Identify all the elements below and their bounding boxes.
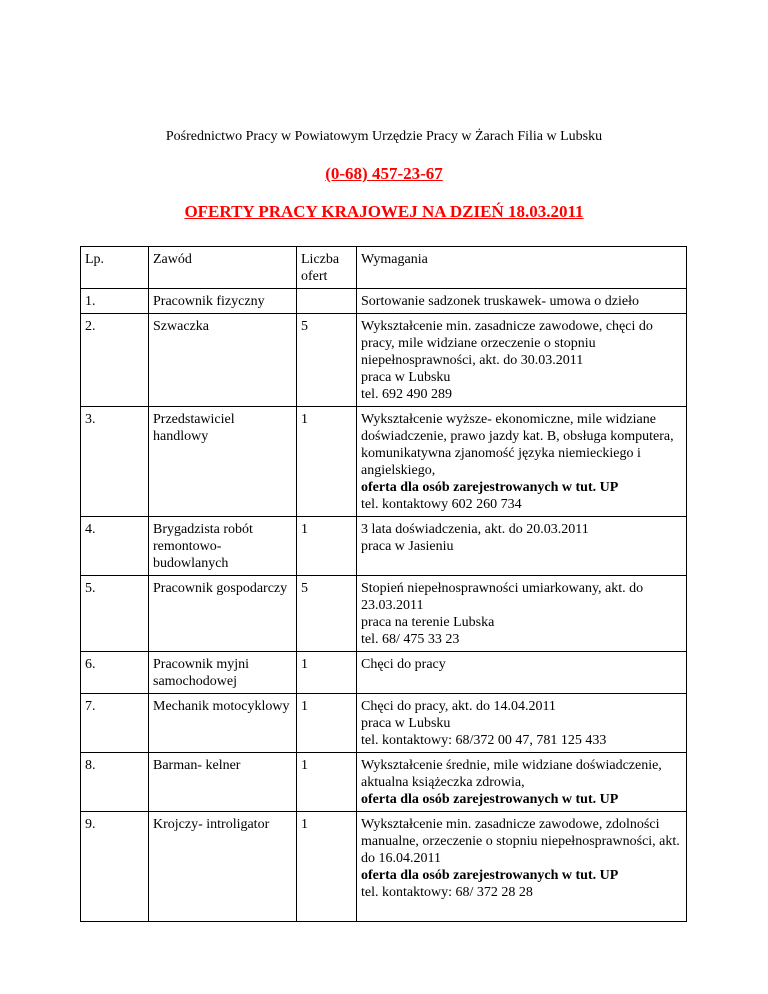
requirement-line: tel. kontaktowy: 68/372 00 47, 781 125 433 [361,733,607,748]
registered-only-note: oferta dla osób zarejestrowanych w tut. UP [361,480,619,495]
job-title: Mechanik motocyklowy [149,694,297,753]
row-number: 4. [81,517,149,576]
requirement-line: Stopień niepełnosprawności umiarkowany, akt. do 23.03.2011 [361,581,644,613]
column-header-count [297,247,357,289]
row-number: 2. [81,314,149,407]
table-row [81,407,687,517]
row-number: 7. [81,694,149,753]
table-header-row [81,247,687,289]
requirement-line: praca w Lubsku [361,716,451,731]
requirement-line: 3 lata doświadczenia, akt. do 20.03.2011 [361,522,589,537]
offer-count: 1 [297,694,357,753]
job-title: Krojczy- introligator [149,812,297,922]
office-phone: (0-68) 457-23-67 [325,164,443,183]
requirement-line: Wykształcenie min. zasadnicze zawodowe, zdolności manualne, orzeczenie o stopniu niepełnosprawności, akt. do 16.04.2011 [361,817,680,866]
row-number: 6. [81,652,149,694]
offer-count [297,289,357,314]
row-number: 3. [81,407,149,517]
requirements [357,407,687,517]
requirement-line: tel. kontaktowy 602 260 734 [361,497,522,512]
requirements [357,289,687,314]
table-row [81,517,687,576]
offer-count: 1 [297,652,357,694]
column-header-count-line2: ofert [301,269,328,284]
requirement-line: praca w Lubsku [361,370,451,385]
requirements [357,517,687,576]
job-title: Pracownik myjni samochodowej [149,652,297,694]
requirements [357,576,687,652]
row-number: 9. [81,812,149,922]
row-number: 1. [81,289,149,314]
column-header-lp: Lp. [81,247,149,289]
office-name: Pośrednictwo Pracy w Powiatowym Urzędzie Pracy w Żarach Filia w Lubsku [165,129,603,144]
requirement-line: praca na terenie Lubska [361,615,495,630]
column-header-job: Zawód [149,247,297,289]
requirement-line: tel. 692 490 289 [361,387,452,402]
document-title: OFERTY PRACY KRAJOWEJ NA DZIEŃ 18.03.2011 [184,202,584,221]
table-row [81,576,687,652]
job-title: Barman- kelner [149,753,297,812]
offer-count: 1 [297,812,357,922]
row-number: 8. [81,753,149,812]
column-header-requirements: Wymagania [357,247,687,289]
registered-only-note: oferta dla osób zarejestrowanych w tut. UP [361,792,619,807]
job-title: Pracownik fizyczny [149,289,297,314]
offer-count: 5 [297,314,357,407]
requirement-line: Wykształcenie min. zasadnicze zawodowe, chęci do pracy, mile widziane orzeczenie o stopniu niepełnosprawności, akt. do 30.03.2011 [361,319,653,368]
offer-count: 1 [297,517,357,576]
table-row [81,694,687,753]
requirement-line: Chęci do pracy [361,657,446,672]
column-header-count-line1: Liczba [301,252,340,267]
offer-count: 5 [297,576,357,652]
job-title: Pracownik gospodarczy [149,576,297,652]
table-row [81,812,687,922]
row-number: 5. [81,576,149,652]
requirements [357,812,687,922]
offer-count: 1 [297,753,357,812]
requirement-line: tel. kontaktowy: 68/ 372 28 28 [361,885,533,900]
table-row [81,289,687,314]
requirement-line: praca w Jasieniu [361,539,454,554]
requirement-line: Wykształcenie wyższe- ekonomiczne, mile widziane doświadczenie, prawo jazdy kat. B, obsługa komputera, komunikatywna zjanomość języka niemieckiego i angielskiego, [361,412,674,478]
table-row [81,652,687,694]
registered-only-note: oferta dla osób zarejestrowanych w tut. UP [361,868,619,883]
requirements [357,314,687,407]
requirements [357,694,687,753]
requirement-line: tel. 68/ 475 33 23 [361,632,460,647]
job-title: Brygadzista robót remontowo-budowlanych [149,517,297,576]
offer-count: 1 [297,407,357,517]
requirement-line: Wykształcenie średnie, mile widziane doświadczenie, aktualna książeczka zdrowia, [361,758,662,790]
requirement-line: Chęci do pracy, akt. do 14.04.2011 [361,699,556,714]
requirements [357,753,687,812]
job-title: Przedstawiciel handlowy [149,407,297,517]
table-row [81,314,687,407]
requirements [357,652,687,694]
job-title: Szwaczka [149,314,297,407]
job-offers-table [80,246,687,922]
requirement-line: Sortowanie sadzonek truskawek- umowa o dzieło [361,294,639,309]
table-row [81,753,687,812]
